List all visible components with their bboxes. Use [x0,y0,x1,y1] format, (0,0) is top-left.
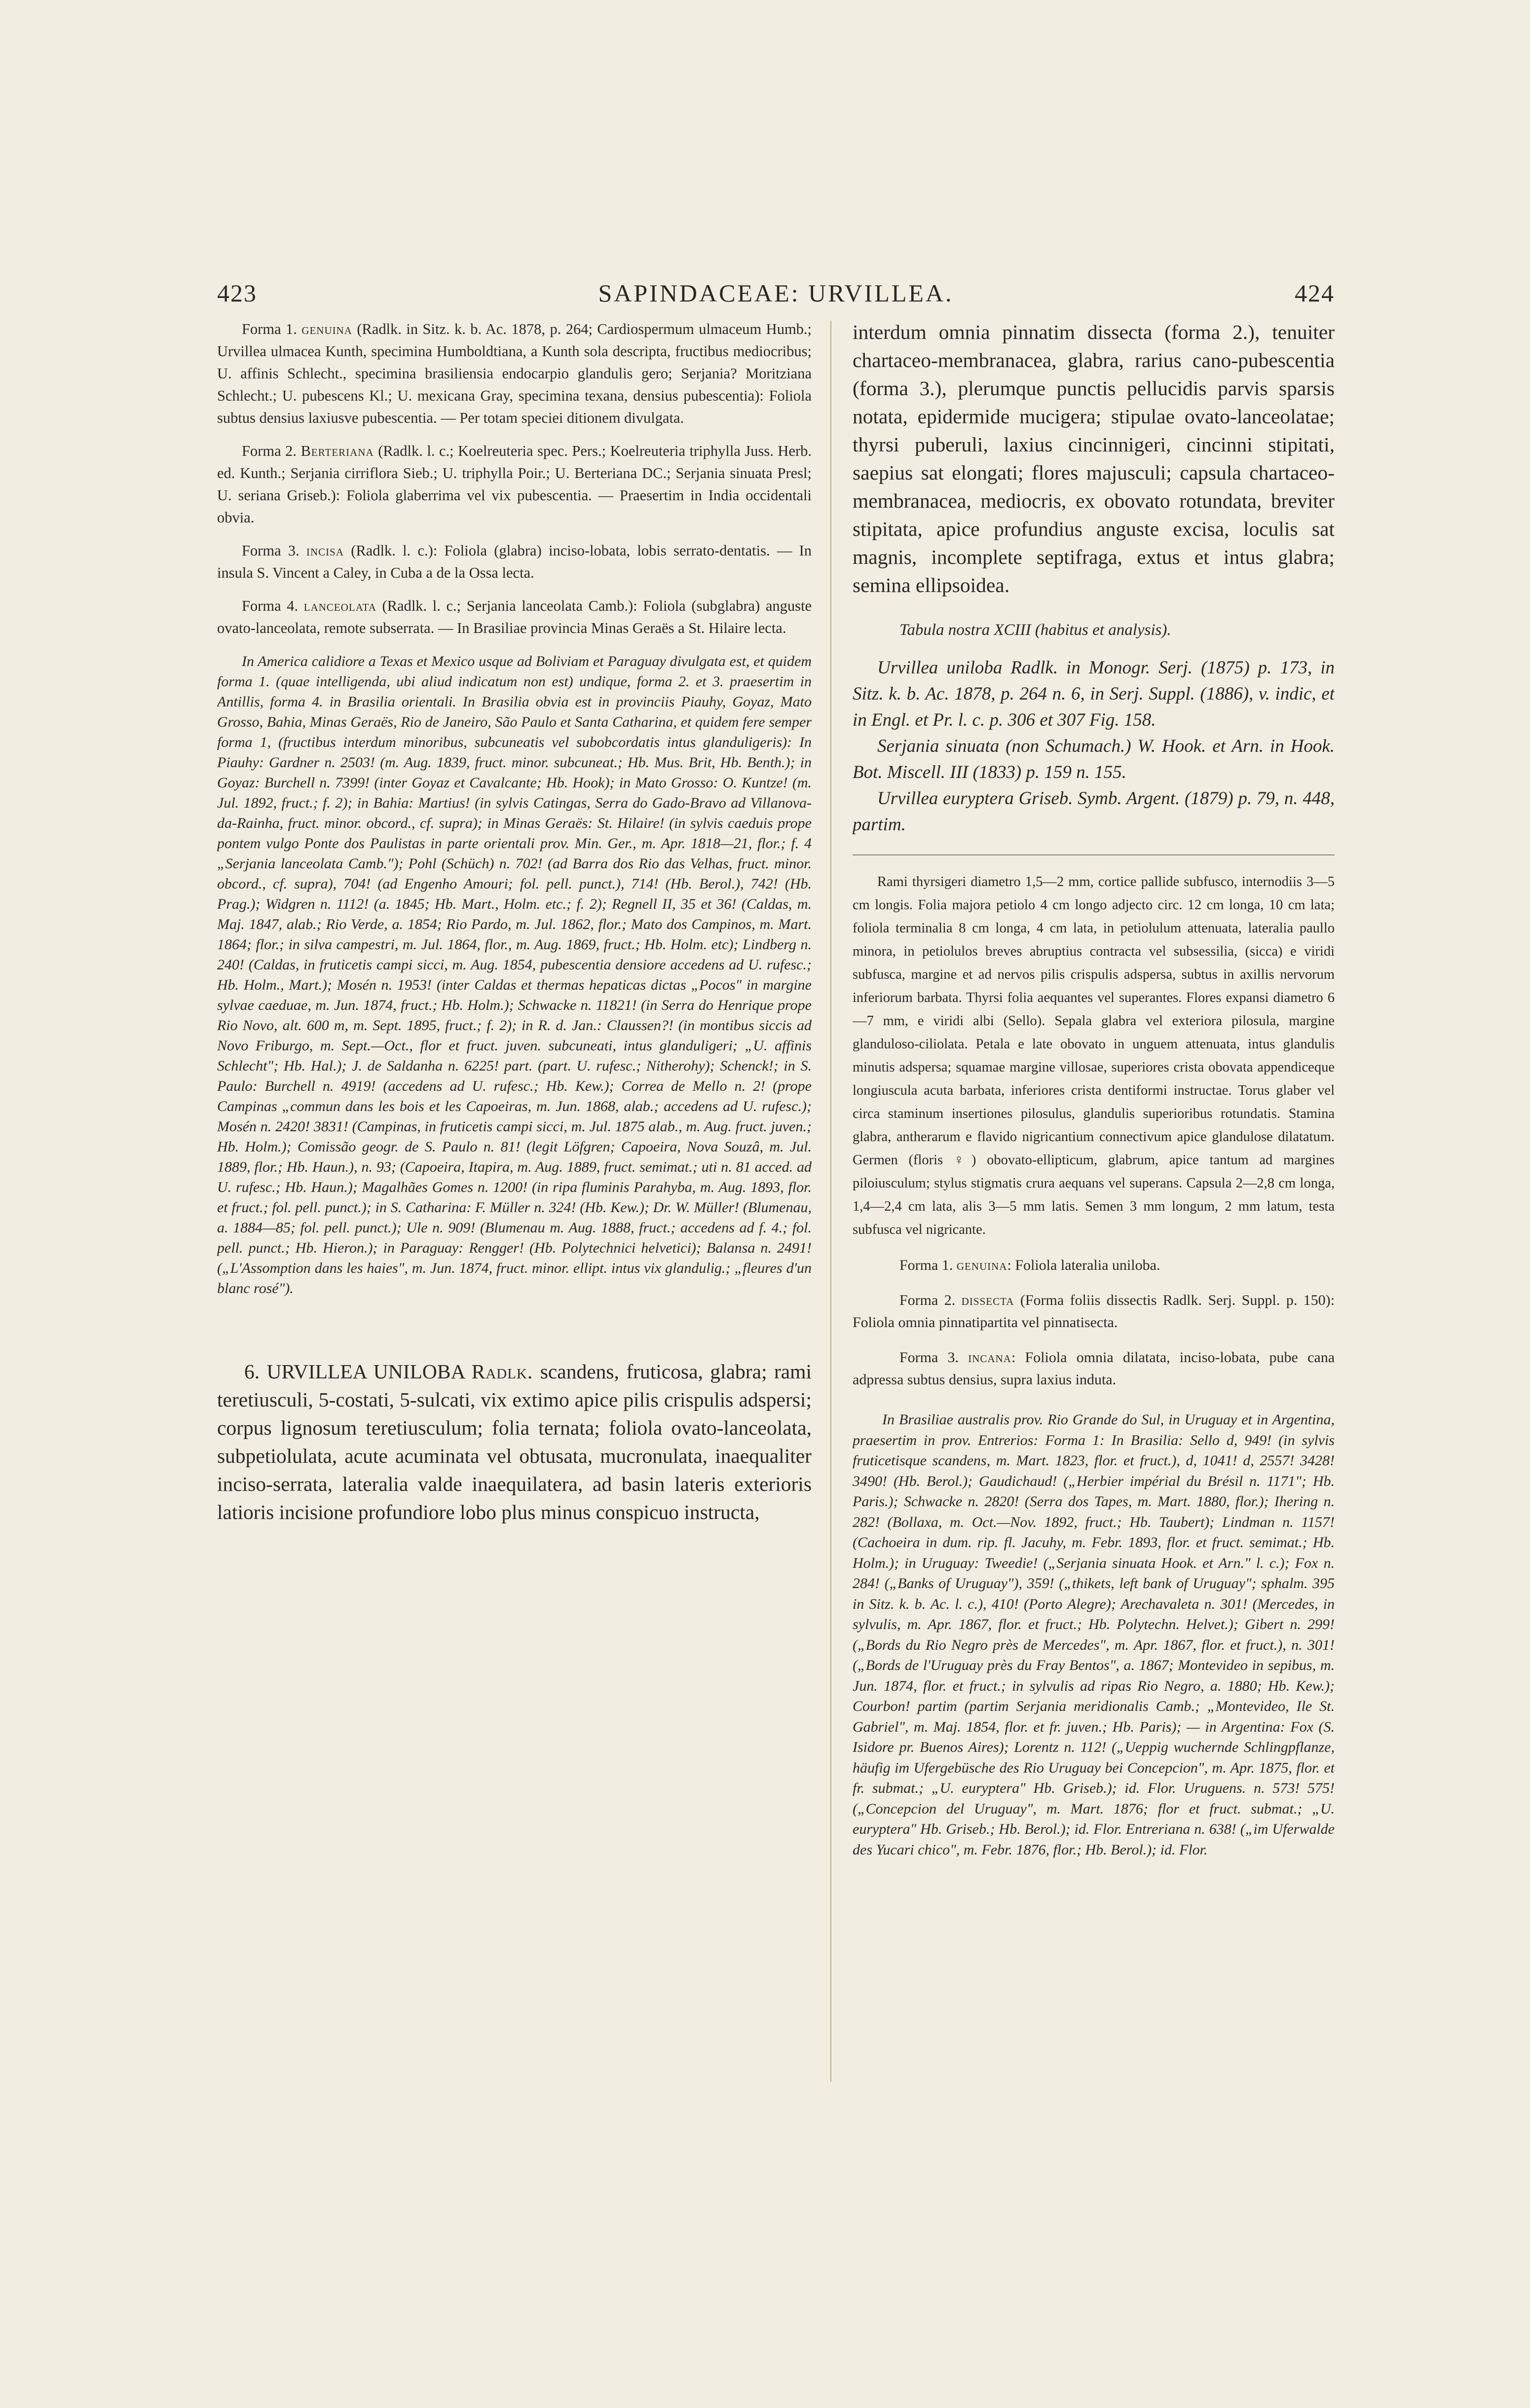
forma-berteriana [217,440,812,529]
forma-text: (Radlk. l. c.): Foliola (glabra) inciso-lobata, lobis serrato-dentatis. — In insula S. Vincent a Caley, in Cuba a de la Ossa lecta. [217,542,812,581]
page-number-right: 424 [1295,279,1335,307]
forma-lanceolata [217,595,812,639]
forma-name: incisa [306,542,344,559]
forma-dissecta [853,1289,1335,1334]
synonym-entry: Urvillea uniloba Radlk. in Monogr. Serj. (1875) p. 173, in Sitz. k. b. Ac. 1878, p. 264 n. 6, in Serj. Suppl. (1886), v. indic, et in Engl. et Pr. l. c. p. 306 et 307 Fig. 158. [853,658,1335,730]
synonym-entry: Urvillea euryptera Griseb. Symb. Argent. (1879) p. 79, n. 448, partim. [853,788,1335,835]
forma-text: (Forma foliis dissectis Radlk. Serj. Suppl. p. 150): Foliola omnia pinnatipartita vel pinnatisecta. [853,1292,1335,1331]
section-rule [853,854,1335,855]
forma-label: Forma 4. [242,597,299,614]
forma-text: (Radlk. in Sitz. k. b. Ac. 1878, p. 264; Cardiospermum ulmaceum Humb.; Urvillea ulmacea Kunth, specimina Humboldtiana, a Kunth sola descripta, fructibus mediocribus; U. affinis Schlecht., specimina brasiliensia endocarpio glandulis gero; Serjania? Moritziana Schlecht.; U. pubescens Kl.; U. mexicana Gray, specimina texana, densius pubescentia): Foliola subtus densius laxiusve pubescentia. — Per totam speciei ditionem divulgata. [217,321,812,426]
plate-reference: Tabula nostra XCIII (habitus et analysis). [899,621,1171,639]
forma-label: Forma 3. [899,1349,959,1366]
forma-label: Forma 2. [242,443,297,459]
species-author: Radlk. [471,1360,533,1383]
page-number-left: 423 [217,279,257,307]
forma-label: Forma 1. [242,321,297,337]
forma-name: dissecta [961,1292,1014,1308]
left-column [217,318,812,2094]
forma-label: Forma 2. [899,1292,956,1308]
distribution-paragraph: In America calidiore a Texas et Mexico usque ad Boliviam et Paraguay divulgata est, et quidem forma 1. (quae intelligenda, ubi aliud indicatum non est) undique, forma 2. et 3. praesertim in Antillis, forma 4. in Brasilia orientali. In Brasilia obvia est in provinciis Piauhy, Goyaz, Mato Grosso, Bahia, Minas Geraës, Rio de Janeiro, São Paulo et Santa Catharina, et quidem fere semper forma 1, (fructibus interdum minoribus, subcuneatis vel subobcordatis intus glanduligeris): In Piauhy: Gardner n. 2503! (m. Aug. 1839, fruct. minor. subcuneat.; Hb. Mus. Brit, Hb. Benth.); in Goyaz: Burchell n. 7399! (inter Goyaz et Cavalcante; Hb. Hook); in Mato Grosso: O. Kuntze! (m. Jul. 1892, fruct.; f. 2); in Bahia: Martius! (in sylvis Catingas, Serra do Gado-Bravo ad Villanova-da-Rainha, fruct. minor. obcord., cf. supra); in Minas Geraës: St. Hilaire! (in sylvis caeduis prope pontem vulgo Ponte dos Paulistas in parte orientali prov. Min. Ger., m. Apr. 1818—21, flor.; f. 4 „Serjania lanceolata Camb."); Pohl (Schüch) n. 702! (ad Barra dos Rio das Velhas, fruct. minor. obcord., cf. supra), 704! (ad Engenho Amouri; fol. pell. punct.), 714! (Hb. Berol.), 742! (Hb. Prag.); Widgren n. 1112! (a. 1845; Hb. Mart., Holm. etc.; f. 2); Regnell II, 35 et 36! (Caldas, m. Maj. 1847, alab.; Rio Verde, a. 1854; Rio Pardo, m. Jul. 1862, flor.; Mato dos Campinos, m. Mart. 1864; flor.; in silva campestri, m. Jul. 1864, flor., m. Aug. 1869, fruct.; Hb. Holm. etc); Lindberg n. 240! (Caldas, in fruticetis campi sicci, m. Aug. 1854, pubescentia densiore accedens ad U. rufesc.; Hb. Holm., Mart.); Mosén n. 1953! (inter Caldas et thermas hepaticas dictas „Pocos" in margine sylvae caeduae, m. Jun. 1874, fruct.; Hb. Holm.); Schwacke n. 11821! (in Serra do Henrique prope Rio Novo, alt. 600 m, m. Sept. 1895, fruct.; f. 2); in R. d. Jan.: Claussen?! (in montibus siccis ad Novo Friburgo, m. Sept.—Oct., flor et fruct. juven. subcuneati, intus glanduligeri; „U. affinis Schlecht"; Hb. Hal.); J. de Saldanha n. 6225! part. (part. U. rufesc.; Nitherohy); Schenck!; in S. Paulo: Burchell n. 4919! (accedens ad U. rufesc.; Hb. Kew.); Correa de Mello n. 2! (prope Campinas „commun dans les bois et les Capoeiras, m. Jun. 1868, alab.; accedens ad U. rufesc.); Mosén n. 2420! 3831! (Campinas, in fruticetis campi sicci, m. Jul. 1875 alab., m. Aug. fruct. juven.; Hb. Holm.); Comissão geogr. de S. Paulo n. 81! (legit Löfgren; Capoeira, Nova Souzâ, m. Jul. 1889, flor.; Hb. Haun.), n. 93; (Capoeira, Itapira, m. Aug. 1889, fruct. semimat.; uti n. 81 acced. ad U. rufesc.; Hb. Haun.); Magalhães Gomes n. 1200! (in ripa fluminis Parahyba, m. Aug. 1893, flor. et fruct.; fol. pell. punct.); in S. Catharina: F. Müller n. 324! (Hb. Kew.); Dr. W. Müller! (Blumenau, a. 1884—85; fol. pell. punct.); Ule n. 909! (Blumenau m. Aug. 1888, fruct.; accedens ad f. 4.; fol. pell. punct.; Hb. Hieron.); in Paraguay: Rengger! (Hb. Polytechnici helvetici); Balansa n. 2491! („L'Assomption dans les haies", m. Jun. 1874, fruct. minor. ellipt. intus vix glandulig.; „fleures d'un blanc rosé"). [217,653,812,1297]
distribution-paragraph: In Brasiliae australis prov. Rio Grande do Sul, in Uruguay et in Argentina, praesertim in prov. Entrerios: Forma 1: In Brasilia: Sello d, 949! (in sylvis fruticetisque scandens, m. Mart. 1823, flor. et fruct.), d, 1041! d, 2557! 3428! 3490! (Hb. Berol.); Gaudichaud! („Herbier impérial du Brésil n. 1171"; Hb. Paris.); Schwacke n. 2820! (Serra dos Tapes, m. Mart. 1880, flor.); Ihering n. 282! (Bollaxa, m. Oct.—Nov. 1892, fruct.; Hb. Taubert); Lindman n. 1157! (Cachoeira in dum. rip. fl. Jacuhy, m. Febr. 1893, flor. et fruct. semimat.; Hb. Holm.); in Uruguay: Tweedie! („Serjania sinuata Hook. et Arn." l. c.); Fox n. 284! („Banks of Uruguay"), 359! („thikets, left bank of Uruguay"; sphalm. 395 in Sitz. k. b. Ac. l. c.), 410! (Porto Alegre); Arechavaleta n. 301! (Mercedes, in sylvulis, m. Apr. 1867, flor. et fruct.; Hb. Polytechn. Helvet.); Gibert n. 299! („Bords du Rio Negro près de Mercedes", m. Apr. 1867, flor. et fruct.), n. 301! („Bords de l'Uruguay près du Fray Bentos", a. 1867; Montevideo in sepibus, m. Jun. 1874, flor. et fruct.; in sylvulis ad ripas Rio Negro, a. 1880; Hb. Kew.); Courbon! partim (partim Serjania meridionalis Camb.; „Montevideo, Ile St. Gabriel", m. Maj. 1854, flor. et fr. juven.; Hb. Paris); — in Argentina: Fox (S. Isidore pr. Buenos Aires); Lorentz n. 112! („Ueppig wuchernde Schlingpflanze, häufig im Ufergebüsche des Rio Uruguay bei Concepcion", m. Apr. 1875, flor. et fr. submat.; „U. euryptera" Hb. Griseb.); id. Flor. Uruguens. n. 573! 575! („Concepcion del Uruguay", m. Mart. 1876; flor et fruct. submat.; „U. euryptera" Hb. Griseb.; Hb. Berol.); id. Flor. Entreriana n. 638! („im Uferwalde des Yucari chico", m. Febr. 1876, flor.; Hb. Berol.); id. Flor. [853,1411,1335,1858]
forma-name: genuina [956,1257,1008,1273]
species-description-continued: interdum omnia pinnatim dissecta (forma 2.), tenuiter chartaceo-membranacea, glabra, rarius cano-pubescentia (forma 3.), plerumque punctis pellucidis parvis sparsis notata, epidermide mucigera; stipulae ovato-lanceolatae; thyrsi puberuli, laxius cincinnigeri, cincinni stipitati, saepius sat elongati; flores majusculi; capsula chartaceo-membranacea, mediocris, ex obovato rotundata, breviter stipitata, apice profundius anguste excisa, loculis sat magnis, incomplete septifraga, extus et intus glabra; semina ellipsoidea. [853,321,1335,596]
forma-incisa [217,540,812,584]
forma-incana [853,1346,1335,1391]
forma-genuina [217,318,812,429]
synonymy [853,655,1335,838]
forma-name: lanceolata [303,597,376,614]
forma-name: incana [968,1349,1011,1366]
forma-text: : Foliola lateralia uniloba. [1007,1257,1160,1273]
running-header [217,279,1335,318]
forma-label: Forma 1. [899,1257,953,1273]
forma-name: Berteriana [300,443,374,459]
species-description [217,1358,812,1526]
synonym-entry: Serjania sinuata (non Schumach.) W. Hook. et Arn. in Hook. Bot. Miscell. III (1833) p. 159 n. 155. [853,736,1335,782]
column-divider [830,321,831,2082]
species-text: scandens, fruticosa, glabra; rami teretiusculi, 5-costati, 5-sulcati, vix extimo apice pilis crispulis adspersi; corpus lignosum teretiusculum; folia ternata; foliola ovato-lanceolata, subpetiolulata, acute acuminata vel obtusata, mucronulata, inaequaliter inciso-serrata, lateralia valde inaequilatera, ad basin lateris exterioris latioris incisione profundiore lobo plus minus conspicuo instructa, [217,1360,812,1523]
forma-text: (Radlk. l. c.; Serjania lanceolata Camb.): Foliola (subglabra) anguste ovato-lanceolata, remote subserrata. — In Brasiliae provincia Minas Geraës a St. Hilaire lecta. [217,597,812,636]
forma-text: (Radlk. l. c.; Koelreuteria spec. Pers.; Koelreuteria triphylla Juss. Herb. ed. Kunth.; Serjania cirriflora Sieb.; U. triphylla Poir.; U. Berteriana DC.; Serjania sinuata Presl; U. seriana Griseb.): Foliola glaberrima vel vix pubescentia. — Praesertim in India occidentali obvia. [217,443,812,526]
morphological-description: Rami thyrsigeri diametro 1,5—2 mm, cortice pallide subfusco, internodiis 3—5 cm longis. Folia majora petiolo 4 cm longo adjecto circ. 12 cm longa, 10 cm lata; foliola terminalia 8 cm longa, 4 cm lata, in petiolulum attenuata, lateralia paullo minora, in petiolulos breves abruptius contracta vel subsessilia, (sicca) e viridi subfusca, margine et ad nervos pilis crispulis adspersa, subtus in axillis nervorum inferiorum barbata. Thyrsi folia aequantes vel superantes. Flores expansi diametro 6—7 mm, e viridi albi (Sello). Sepala glabra vel exteriora pilosula, margine glanduloso-ciliolata. Petala e late obovato in unguem attenuata, intus glandulis minutis adspersa; squamae margine villosae, superiores crista obovata appendiceque longiuscula acuta barbata, inferiores crista dentiformi instructae. Torus glaber vel circa staminum insertiones pilosulus, glandulis superioribus rotundatis. Stamina glabra, antherarum e flavido nigricantium connectivum apice glandulose dilatatum. Germen (floris ♀) obovato-ellipticum, glabrum, apice tantum ad margines piloiusculum; stylus stigmatis crura aequans vel superans. Capsula 2—2,8 cm longa, 1,4—2,4 cm lata, alis 3—5 mm latis. Semen 3 mm longum, 2 mm latum, testa subfusca vel nigricante. [853,874,1335,1237]
species-heading: 6. URVILLEA UNILOBA [244,1360,465,1383]
forma-genuina [853,1254,1335,1276]
forma-label: Forma 3. [242,542,299,559]
running-title: SAPINDACEAE: URVILLEA. [598,279,954,307]
forma-name: genuina [301,321,352,337]
right-column [853,318,1335,2094]
forma-text: : Foliola omnia dilatata, inciso-lobata, pube cana adpressa subtus densius, supra laxius induta. [853,1349,1335,1388]
